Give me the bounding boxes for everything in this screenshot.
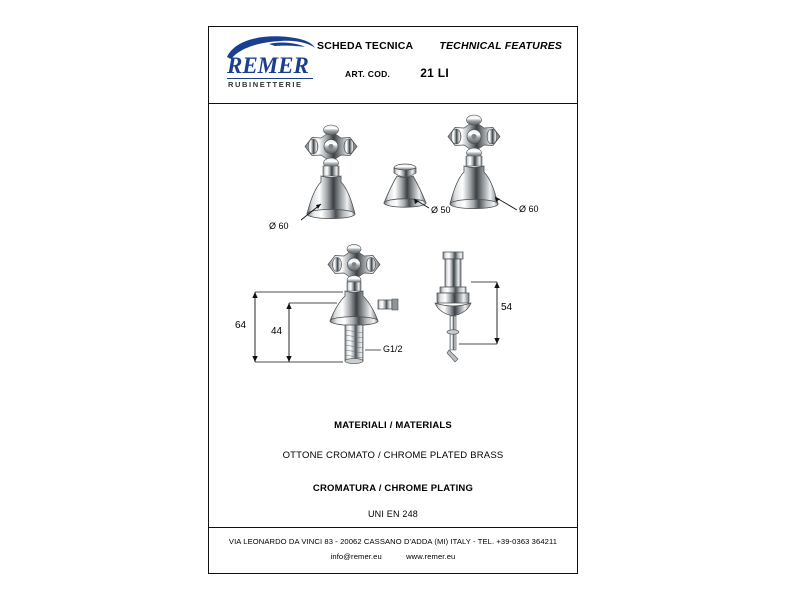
header-titles bbox=[317, 40, 572, 52]
technical-datasheet bbox=[208, 26, 578, 574]
title-english: TECHNICAL FEATURES bbox=[439, 40, 563, 52]
sheet-footer bbox=[209, 531, 577, 561]
spout-center-top bbox=[384, 164, 429, 208]
title-italian: SCHEDA TECNICA bbox=[317, 40, 414, 52]
brand-logo bbox=[217, 35, 322, 97]
callout-right-handle-diameter: Ø 60 bbox=[519, 204, 539, 214]
article-code: 21 LI bbox=[420, 66, 450, 80]
article-row bbox=[345, 66, 449, 80]
materials-title: MATERIALI / MATERIALS bbox=[334, 420, 452, 431]
tap-right-top bbox=[448, 115, 517, 210]
tap-bottom-assembly bbox=[252, 244, 398, 363]
materials-section bbox=[209, 410, 577, 530]
footer-address: VIA LEONARDO DA VINCI 83 - 20062 CASSANO D'ADDA (MI) ITALY - TEL. +39-0363 364211 bbox=[228, 537, 558, 546]
product-drawing bbox=[209, 104, 577, 410]
footer-divider bbox=[209, 527, 577, 528]
article-label: ART. COD. bbox=[345, 69, 391, 79]
sheet-header bbox=[209, 27, 577, 103]
materials-value: OTTONE CROMATO / CHROME PLATED BRASS bbox=[282, 450, 504, 461]
dimension-total-height: 64 bbox=[235, 320, 247, 331]
brand-name: REMER bbox=[227, 53, 309, 78]
drawing-svg bbox=[209, 104, 579, 410]
plating-value: UNI EN 248 bbox=[367, 509, 419, 519]
cartridge-assembly bbox=[435, 252, 500, 362]
footer-contacts bbox=[209, 552, 577, 561]
logo-rule bbox=[227, 78, 313, 79]
brand-tagline: RUBINETTERIE bbox=[228, 80, 303, 89]
tap-left-top bbox=[301, 125, 357, 220]
footer-email[interactable]: info@remer.eu bbox=[330, 552, 382, 561]
dimension-thread-size: G1/2 bbox=[383, 344, 403, 354]
dimension-body-height: 44 bbox=[271, 326, 283, 337]
callout-center-spout-diameter: Ø 50 bbox=[431, 205, 451, 215]
dimension-cartridge-length: 54 bbox=[501, 302, 513, 313]
callout-left-handle-diameter: Ø 60 bbox=[269, 221, 289, 231]
footer-website[interactable]: www.remer.eu bbox=[406, 552, 456, 561]
plating-title: CROMATURA / CHROME PLATING bbox=[312, 483, 474, 494]
